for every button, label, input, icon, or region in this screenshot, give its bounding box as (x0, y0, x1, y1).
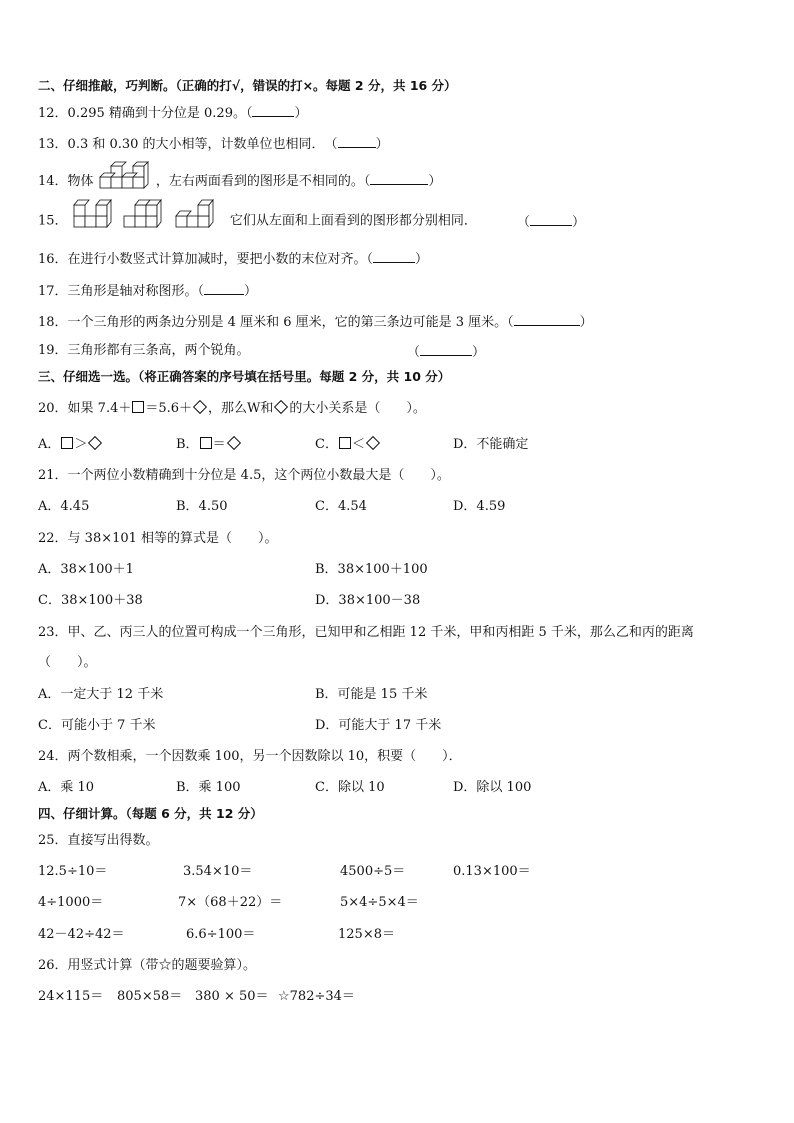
option-20-a[interactable]: A． ＞ (38, 437, 103, 453)
calc-item: 7×（68＋22）＝ (178, 895, 283, 910)
diamond-icon (274, 400, 288, 414)
calc-item: 6.6÷100＝ (186, 927, 256, 942)
question-13: 13．0.3 和 0.30 的大小相等，计数单位也相同． （ ） (38, 137, 389, 152)
diamond-icon (227, 436, 241, 450)
question-15: 15． 它们从左面和上面看到的图形都分别相同． (38, 213, 477, 230)
question-17: 17．三角形是轴对称图形。（ ） (38, 284, 258, 299)
calc-item: 5×4÷5×4＝ (340, 895, 419, 910)
option-24-a[interactable]: A．乘 10 (38, 780, 95, 795)
option-23-a[interactable]: A．一定大于 12 千米 (38, 687, 164, 702)
option-21-a[interactable]: A．4.45 (38, 499, 90, 514)
answer-blank[interactable] (420, 343, 472, 356)
question-23-bracket: （ ）。 (38, 655, 97, 670)
section-3-title: 三、仔细选一选。（将正确答案的序号填在括号里。每题 2 分，共 10 分） (38, 369, 451, 384)
section-4-title: 四、仔细计算。（每题 6 分，共 12 分） (38, 806, 263, 821)
question-16: 16．在进行小数竖式计算加减时，要把小数的末位对齐。（ ） (38, 252, 429, 267)
square-icon (61, 437, 73, 449)
question-21: 21．一个两位小数精确到十分位是 4.5，这个两位小数最大是（ ）。 (38, 468, 450, 483)
option-24-b[interactable]: B．乘 100 (176, 780, 241, 795)
option-20-b[interactable]: B． ＝ (176, 437, 242, 453)
question-18: 18．一个三角形的两条边分别是 4 厘米和 6 厘米，它的第三条边可能是 3 厘米。（ ） (38, 315, 593, 330)
option-23-c[interactable]: C．可能小于 7 千米 (38, 718, 156, 733)
question-24: 24．两个数相乘，一个因数乘 100，另一个因数除以 10，积要（ ）． (38, 749, 462, 764)
calc-item: 0.13×100＝ (453, 864, 531, 879)
option-23-d[interactable]: D．可能大于 17 千米 (315, 718, 442, 733)
diamond-icon (193, 400, 207, 414)
question-14: 14．物体 ，左右两面看到的图形是不相同的。（ ） (38, 172, 441, 191)
option-24-d[interactable]: D．除以 100 (453, 780, 532, 795)
calc-item: 12.5÷10＝ (38, 864, 108, 879)
section-2-title: 二、仔细推敲，巧判断。（正确的打√，错误的打×。每题 2 分，共 16 分） (38, 78, 457, 93)
question-15-answer: （ ） (517, 215, 586, 230)
option-22-d[interactable]: D．38×100－38 (315, 593, 421, 608)
option-22-b[interactable]: B．38×100＋100 (315, 562, 428, 577)
question-19: 19．三角形都有三条高，两个锐角。 (38, 343, 250, 358)
question-12: 12．0.295 精确到十分位是 0.29。（ ） (38, 106, 308, 121)
calc-item: 380 × 50＝ (195, 989, 269, 1004)
option-21-c[interactable]: C．4.54 (315, 499, 367, 514)
calc-item: 42－42÷42＝ (38, 927, 125, 942)
diamond-icon (366, 436, 380, 450)
three-views-figure-icon (72, 195, 226, 229)
question-26: 26．用竖式计算（带☆的题要验算）。 (38, 958, 257, 973)
option-20-d[interactable]: D．不能确定 (453, 437, 529, 452)
option-22-a[interactable]: A．38×100＋1 (38, 562, 134, 577)
question-23: 23．甲、乙、丙三人的位置可构成一个三角形，已知甲和乙相距 12 千米，甲和丙相距 5 千米，那么乙和丙的距离 (38, 625, 694, 640)
option-20-c[interactable]: C． ＜ (315, 437, 381, 453)
option-23-b[interactable]: B．可能是 15 千米 (315, 687, 428, 702)
calc-item: 125×8＝ (338, 927, 395, 942)
calc-item: 3.54×10＝ (183, 864, 253, 879)
calc-item: 805×58＝ (117, 989, 183, 1004)
question-25: 25．直接写出得数。 (38, 833, 159, 848)
calc-item: 4÷1000＝ (38, 895, 104, 910)
option-22-c[interactable]: C．38×100＋38 (38, 593, 143, 608)
answer-blank[interactable] (530, 213, 572, 226)
cube-figure-icon (98, 157, 152, 191)
question-19-answer: （ ） (407, 345, 486, 360)
calc-item: ☆782÷34＝ (278, 989, 355, 1004)
answer-blank[interactable] (252, 104, 294, 117)
answer-blank[interactable] (204, 282, 244, 295)
answer-blank[interactable] (514, 313, 580, 326)
option-24-c[interactable]: C．除以 10 (315, 780, 385, 795)
calc-item: 24×115＝ (38, 989, 104, 1004)
square-icon (132, 401, 144, 413)
calc-item: 4500÷5＝ (340, 864, 406, 879)
option-21-d[interactable]: D．4.59 (453, 499, 506, 514)
diamond-icon (88, 436, 102, 450)
answer-blank[interactable] (370, 172, 428, 185)
square-icon (339, 437, 351, 449)
question-20: 20．如果 7.4＋ ＝5.6＋ ，那么W和 的大小关系是（ ）。 (38, 401, 426, 416)
square-icon (200, 437, 212, 449)
option-21-b[interactable]: B．4.50 (176, 499, 228, 514)
answer-blank[interactable] (338, 135, 376, 148)
answer-blank[interactable] (373, 250, 415, 263)
question-22: 22．与 38×101 相等的算式是（ ）。 (38, 531, 278, 546)
